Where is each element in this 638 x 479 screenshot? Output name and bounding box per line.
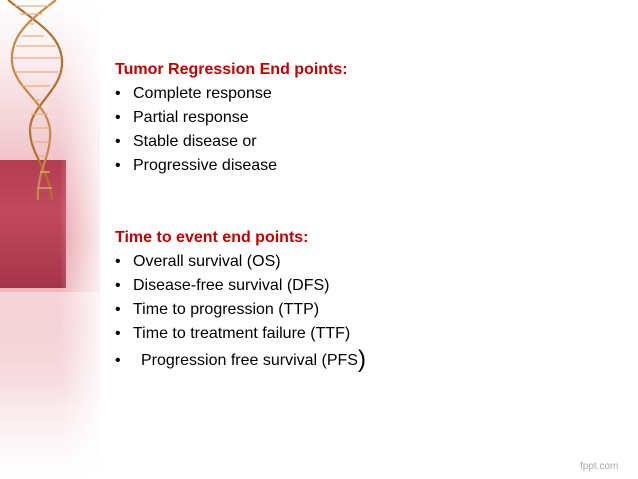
- tumor-regression-heading: Tumor Regression End points:: [115, 61, 348, 78]
- spacer: [115, 178, 615, 226]
- list-item: • Stable disease or: [115, 130, 615, 154]
- closing-paren: ): [357, 346, 366, 373]
- tumor-regression-list: [115, 82, 615, 178]
- bullet-icon: •: [115, 325, 121, 342]
- list-item: • Overall survival (OS): [115, 250, 615, 274]
- bullet-icon: •: [115, 133, 121, 150]
- list-item: • Complete response: [115, 82, 615, 106]
- time-to-event-list: [115, 250, 615, 373]
- watermark-logo: fppt.com: [580, 461, 619, 472]
- bullet-icon: •: [115, 277, 121, 294]
- list-item: • Time to treatment failure (TTF): [115, 322, 615, 346]
- bullet-icon: •: [115, 352, 121, 369]
- list-item: • Time to progression (TTP): [115, 298, 615, 322]
- list-item: • Partial response: [115, 106, 615, 130]
- bullet-icon: •: [115, 301, 121, 318]
- bullet-icon: •: [115, 85, 121, 102]
- slide-content: [115, 58, 615, 373]
- bullet-icon: •: [115, 253, 121, 270]
- bullet-icon: •: [115, 109, 121, 126]
- bullet-icon: •: [115, 157, 121, 174]
- list-item: • Progression free survival (PFS): [115, 346, 366, 373]
- list-item: • Progressive disease: [115, 154, 615, 178]
- list-item: • Disease-free survival (DFS): [115, 274, 615, 298]
- time-to-event-heading: Time to event end points:: [115, 229, 309, 246]
- dna-helix-image: [0, 0, 90, 200]
